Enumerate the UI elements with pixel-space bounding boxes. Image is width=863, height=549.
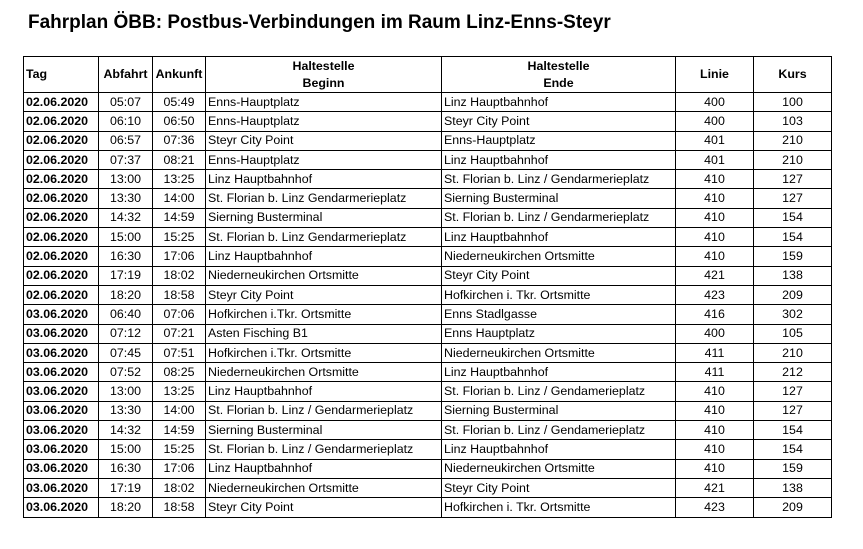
cell-date: 03.06.2020 <box>24 459 99 478</box>
cell-date: 03.06.2020 <box>24 324 99 343</box>
cell-departure: 13:30 <box>99 401 153 420</box>
cell-line: 410 <box>676 189 754 208</box>
cell-line: 401 <box>676 131 754 150</box>
cell-start-stop: Niederneukirchen Ortsmitte <box>206 266 442 285</box>
cell-departure: 07:37 <box>99 150 153 169</box>
cell-date: 02.06.2020 <box>24 208 99 227</box>
cell-arrival: 08:21 <box>153 150 206 169</box>
cell-end-stop: Linz Hauptbahnhof <box>442 228 676 247</box>
cell-arrival: 18:58 <box>153 498 206 517</box>
cell-date: 02.06.2020 <box>24 266 99 285</box>
cell-line: 400 <box>676 93 754 112</box>
cell-arrival: 17:06 <box>153 247 206 266</box>
cell-line: 416 <box>676 305 754 324</box>
cell-start-stop: Hofkirchen i.Tkr. Ortsmitte <box>206 343 442 362</box>
cell-end-stop: Enns Hauptplatz <box>442 324 676 343</box>
cell-end-stop: Sierning Busterminal <box>442 401 676 420</box>
cell-end-stop: Niederneukirchen Ortsmitte <box>442 247 676 266</box>
cell-line: 410 <box>676 401 754 420</box>
cell-line: 421 <box>676 266 754 285</box>
table-row <box>24 170 832 189</box>
cell-end-stop: Steyr City Point <box>442 478 676 497</box>
cell-date: 02.06.2020 <box>24 247 99 266</box>
cell-date: 03.06.2020 <box>24 401 99 420</box>
cell-line: 410 <box>676 440 754 459</box>
cell-start-stop: Enns-Hauptplatz <box>206 93 442 112</box>
cell-course: 154 <box>754 228 832 247</box>
table-row <box>24 189 832 208</box>
cell-departure: 17:19 <box>99 478 153 497</box>
table-row <box>24 285 832 304</box>
cell-start-stop: Enns-Hauptplatz <box>206 150 442 169</box>
header-linie: Linie <box>676 57 754 93</box>
cell-departure: 15:00 <box>99 440 153 459</box>
cell-arrival: 07:06 <box>153 305 206 324</box>
cell-start-stop: Steyr City Point <box>206 498 442 517</box>
cell-departure: 07:52 <box>99 363 153 382</box>
cell-course: 138 <box>754 478 832 497</box>
cell-end-stop: St. Florian b. Linz / Gendarmerieplatz <box>442 170 676 189</box>
table-row <box>24 266 832 285</box>
cell-line: 421 <box>676 478 754 497</box>
cell-date: 02.06.2020 <box>24 93 99 112</box>
cell-departure: 13:30 <box>99 189 153 208</box>
table-row <box>24 305 832 324</box>
cell-arrival: 13:25 <box>153 170 206 189</box>
cell-start-stop: St. Florian b. Linz / Gendarmerieplatz <box>206 401 442 420</box>
cell-course: 127 <box>754 382 832 401</box>
table-row <box>24 343 832 362</box>
header-abfahrt: Abfahrt <box>99 57 153 93</box>
cell-course: 100 <box>754 93 832 112</box>
cell-course: 159 <box>754 459 832 478</box>
header-ankunft: Ankunft <box>153 57 206 93</box>
header-start-stop-top: Haltestelle <box>292 58 355 73</box>
cell-start-stop: Linz Hauptbahnhof <box>206 459 442 478</box>
cell-end-stop: Enns-Hauptplatz <box>442 131 676 150</box>
header-row <box>24 57 832 93</box>
cell-departure: 17:19 <box>99 266 153 285</box>
table-row <box>24 421 832 440</box>
cell-arrival: 07:36 <box>153 131 206 150</box>
cell-line: 400 <box>676 112 754 131</box>
cell-date: 03.06.2020 <box>24 382 99 401</box>
cell-course: 209 <box>754 498 832 517</box>
header-start-stop-bottom: Beginn <box>302 75 345 90</box>
cell-end-stop: St. Florian b. Linz / Gendamerieplatz <box>442 421 676 440</box>
header-end-stop <box>442 57 676 93</box>
page-title: Fahrplan ÖBB: Postbus-Verbindungen im Raum Linz-Enns-Steyr <box>28 12 611 33</box>
cell-date: 03.06.2020 <box>24 498 99 517</box>
cell-start-stop: Sierning Busterminal <box>206 421 442 440</box>
cell-course: 154 <box>754 421 832 440</box>
cell-start-stop: Niederneukirchen Ortsmitte <box>206 363 442 382</box>
cell-arrival: 07:21 <box>153 324 206 343</box>
cell-start-stop: Hofkirchen i.Tkr. Ortsmitte <box>206 305 442 324</box>
cell-start-stop: Steyr City Point <box>206 131 442 150</box>
cell-line: 400 <box>676 324 754 343</box>
cell-course: 127 <box>754 170 832 189</box>
header-end-stop-bottom: Ende <box>543 75 574 90</box>
cell-start-stop: Linz Hauptbahnhof <box>206 382 442 401</box>
cell-arrival: 14:00 <box>153 401 206 420</box>
cell-arrival: 07:51 <box>153 343 206 362</box>
table-row <box>24 247 832 266</box>
cell-departure: 18:20 <box>99 285 153 304</box>
cell-course: 209 <box>754 285 832 304</box>
cell-date: 03.06.2020 <box>24 363 99 382</box>
cell-end-stop: St. Florian b. Linz / Gendarmerieplatz <box>442 208 676 227</box>
cell-line: 401 <box>676 150 754 169</box>
cell-date: 02.06.2020 <box>24 170 99 189</box>
table-row <box>24 382 832 401</box>
table-row <box>24 363 832 382</box>
cell-departure: 18:20 <box>99 498 153 517</box>
cell-line: 410 <box>676 247 754 266</box>
cell-arrival: 15:25 <box>153 228 206 247</box>
cell-end-stop: Enns Stadlgasse <box>442 305 676 324</box>
cell-course: 103 <box>754 112 832 131</box>
table-row <box>24 131 832 150</box>
cell-date: 03.06.2020 <box>24 343 99 362</box>
cell-course: 212 <box>754 363 832 382</box>
cell-line: 410 <box>676 459 754 478</box>
cell-line: 410 <box>676 382 754 401</box>
table-row <box>24 208 832 227</box>
cell-date: 02.06.2020 <box>24 150 99 169</box>
table-row <box>24 93 832 112</box>
cell-end-stop: Linz Hauptbahnhof <box>442 363 676 382</box>
cell-course: 302 <box>754 305 832 324</box>
cell-date: 02.06.2020 <box>24 189 99 208</box>
cell-line: 411 <box>676 363 754 382</box>
cell-end-stop: Niederneukirchen Ortsmitte <box>442 343 676 362</box>
cell-departure: 16:30 <box>99 247 153 266</box>
cell-course: 138 <box>754 266 832 285</box>
cell-departure: 13:00 <box>99 170 153 189</box>
cell-end-stop: Steyr City Point <box>442 266 676 285</box>
cell-date: 03.06.2020 <box>24 478 99 497</box>
cell-departure: 16:30 <box>99 459 153 478</box>
cell-line: 410 <box>676 208 754 227</box>
cell-start-stop: Linz Hauptbahnhof <box>206 170 442 189</box>
header-start-stop <box>206 57 442 93</box>
cell-start-stop: Enns-Hauptplatz <box>206 112 442 131</box>
cell-arrival: 14:59 <box>153 421 206 440</box>
cell-arrival: 08:25 <box>153 363 206 382</box>
cell-course: 127 <box>754 189 832 208</box>
cell-course: 210 <box>754 131 832 150</box>
cell-date: 03.06.2020 <box>24 305 99 324</box>
cell-arrival: 14:00 <box>153 189 206 208</box>
cell-arrival: 14:59 <box>153 208 206 227</box>
cell-arrival: 15:25 <box>153 440 206 459</box>
cell-departure: 14:32 <box>99 421 153 440</box>
cell-start-stop: Niederneukirchen Ortsmitte <box>206 478 442 497</box>
cell-start-stop: St. Florian b. Linz / Gendarmerieplatz <box>206 440 442 459</box>
cell-line: 410 <box>676 170 754 189</box>
cell-arrival: 17:06 <box>153 459 206 478</box>
cell-departure: 15:00 <box>99 228 153 247</box>
cell-end-stop: Niederneukirchen Ortsmitte <box>442 459 676 478</box>
cell-end-stop: Sierning Busterminal <box>442 189 676 208</box>
cell-arrival: 18:02 <box>153 478 206 497</box>
table-row <box>24 112 832 131</box>
cell-departure: 07:12 <box>99 324 153 343</box>
cell-course: 127 <box>754 401 832 420</box>
cell-arrival: 06:50 <box>153 112 206 131</box>
table-row <box>24 440 832 459</box>
table-row <box>24 324 832 343</box>
cell-departure: 13:00 <box>99 382 153 401</box>
cell-start-stop: Linz Hauptbahnhof <box>206 247 442 266</box>
cell-end-stop: Steyr City Point <box>442 112 676 131</box>
cell-line: 410 <box>676 421 754 440</box>
cell-date: 03.06.2020 <box>24 421 99 440</box>
cell-date: 02.06.2020 <box>24 228 99 247</box>
timetable <box>23 56 832 518</box>
table-row <box>24 498 832 517</box>
cell-start-stop: Steyr City Point <box>206 285 442 304</box>
cell-end-stop: St. Florian b. Linz / Gendamerieplatz <box>442 382 676 401</box>
cell-departure: 05:07 <box>99 93 153 112</box>
cell-line: 423 <box>676 285 754 304</box>
table-body <box>24 93 832 518</box>
cell-arrival: 18:02 <box>153 266 206 285</box>
header-kurs: Kurs <box>754 57 832 93</box>
cell-date: 02.06.2020 <box>24 112 99 131</box>
cell-line: 410 <box>676 228 754 247</box>
cell-course: 154 <box>754 440 832 459</box>
cell-start-stop: St. Florian b. Linz Gendarmerieplatz <box>206 189 442 208</box>
table-row <box>24 401 832 420</box>
table-row <box>24 228 832 247</box>
cell-date: 02.06.2020 <box>24 131 99 150</box>
cell-end-stop: Hofkirchen i. Tkr. Ortsmitte <box>442 285 676 304</box>
header-end-stop-top: Haltestelle <box>527 58 590 73</box>
header-tag: Tag <box>24 57 99 93</box>
cell-end-stop: Linz Hauptbahnhof <box>442 93 676 112</box>
cell-start-stop: St. Florian b. Linz Gendarmerieplatz <box>206 228 442 247</box>
cell-course: 210 <box>754 150 832 169</box>
cell-line: 423 <box>676 498 754 517</box>
cell-arrival: 05:49 <box>153 93 206 112</box>
cell-date: 03.06.2020 <box>24 440 99 459</box>
cell-departure: 14:32 <box>99 208 153 227</box>
cell-start-stop: Sierning Busterminal <box>206 208 442 227</box>
table-row <box>24 459 832 478</box>
table-row <box>24 150 832 169</box>
cell-arrival: 18:58 <box>153 285 206 304</box>
cell-date: 02.06.2020 <box>24 285 99 304</box>
table-row <box>24 478 832 497</box>
cell-course: 154 <box>754 208 832 227</box>
cell-departure: 07:45 <box>99 343 153 362</box>
cell-course: 159 <box>754 247 832 266</box>
cell-departure: 06:40 <box>99 305 153 324</box>
cell-departure: 06:10 <box>99 112 153 131</box>
cell-end-stop: Linz Hauptbahnhof <box>442 440 676 459</box>
cell-course: 105 <box>754 324 832 343</box>
cell-end-stop: Linz Hauptbahnhof <box>442 150 676 169</box>
cell-course: 210 <box>754 343 832 362</box>
cell-line: 411 <box>676 343 754 362</box>
cell-arrival: 13:25 <box>153 382 206 401</box>
cell-departure: 06:57 <box>99 131 153 150</box>
cell-start-stop: Asten Fisching B1 <box>206 324 442 343</box>
cell-end-stop: Hofkirchen i. Tkr. Ortsmitte <box>442 498 676 517</box>
